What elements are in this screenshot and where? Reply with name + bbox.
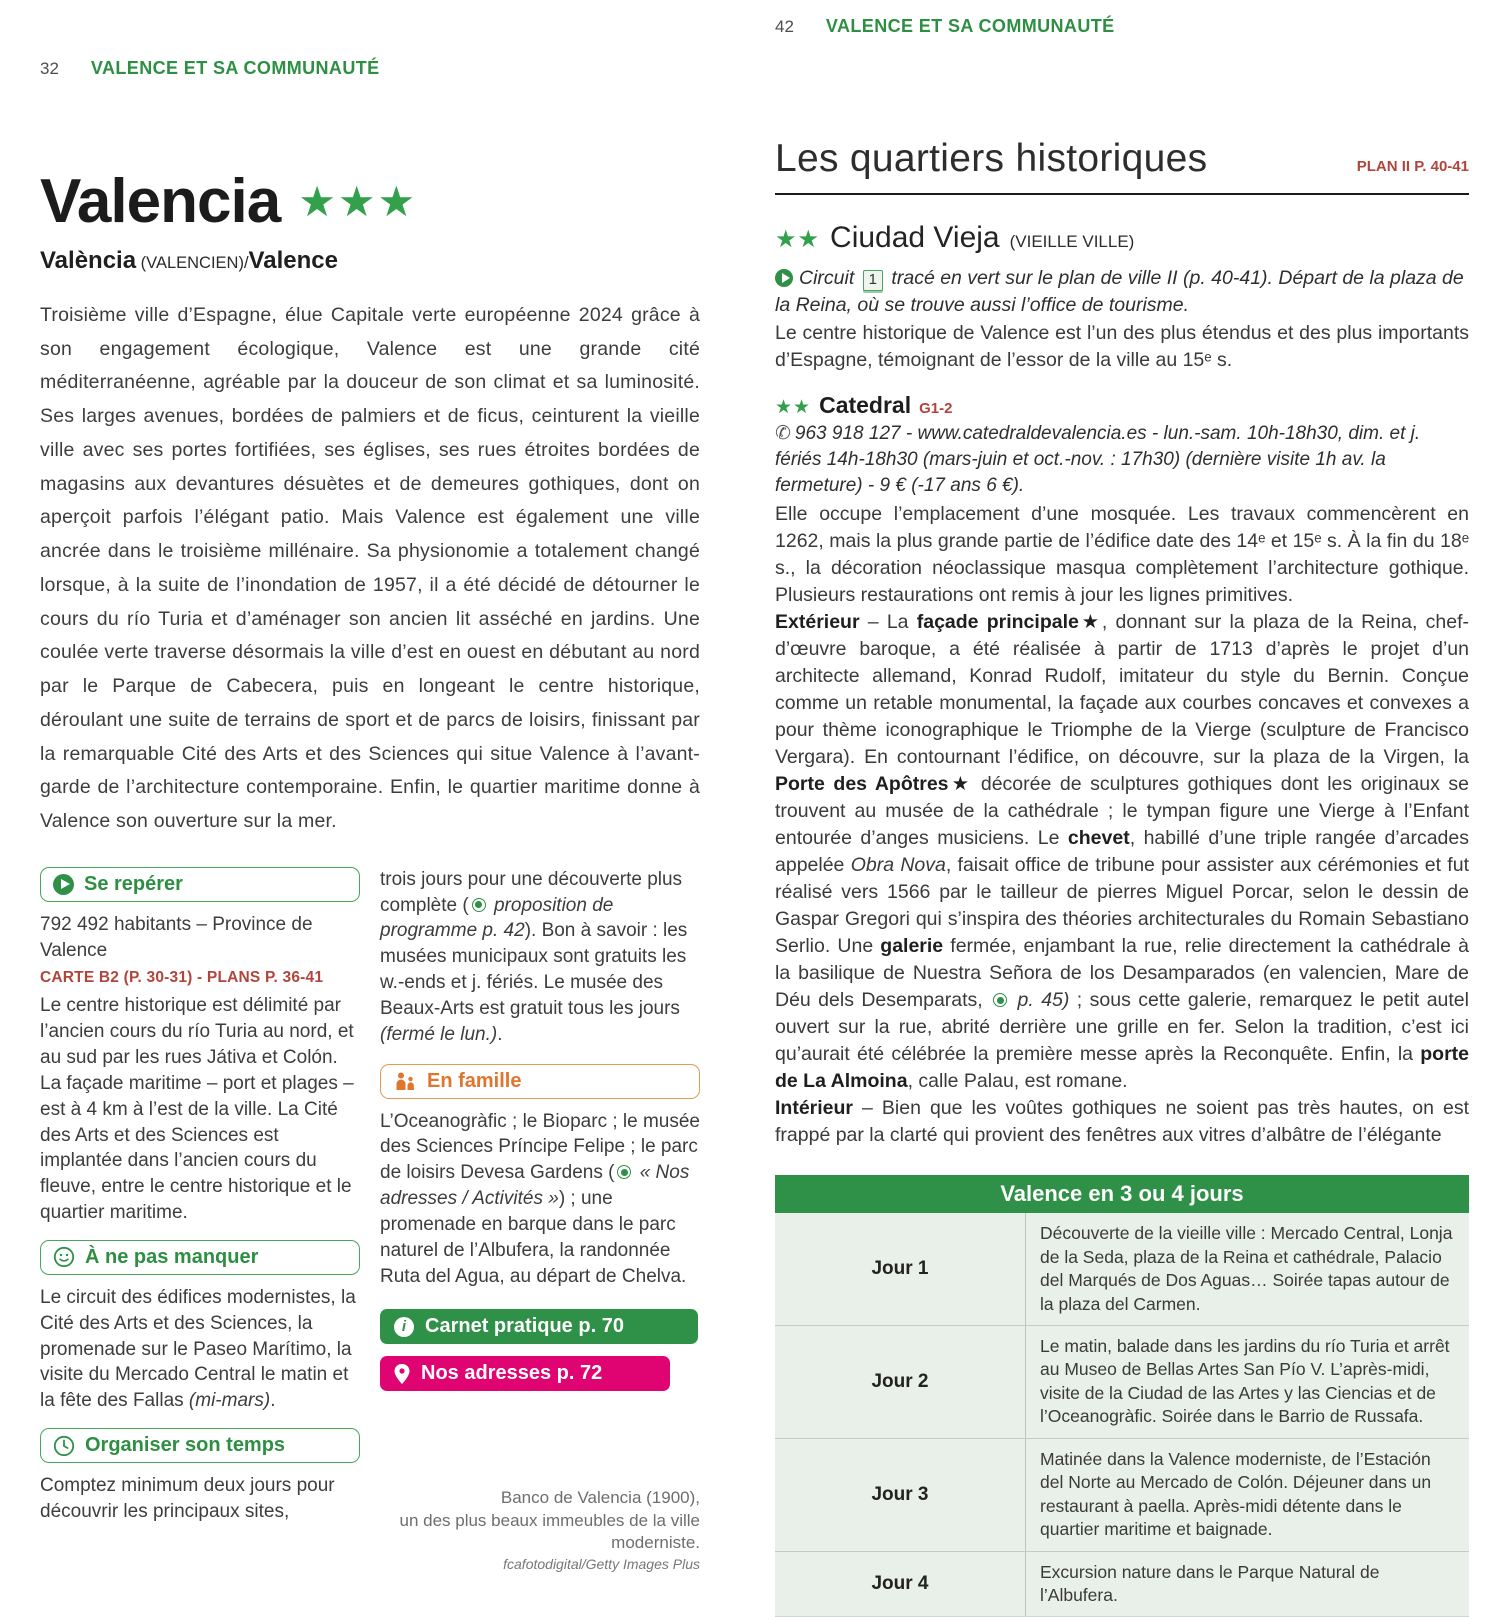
circuit-text: Circuit 1 tracé en vert sur le plan de ville II (p. 40-41). Départ de la plaza de la Reina, où se trouve aussi l’office de tourisme. — [775, 267, 1464, 317]
en-famille-label: En famille — [427, 1069, 522, 1092]
catedral-body: Elle occupe l’emplacement d’une mosquée. Les travaux commencèrent en 1262, mais la plus grande partie de l’édifice date des 14ᵉ et 15ᵉ s. À la fin du 18ᵉ s., la décoration néoclassique masqua complètement l’architecture gothique. Plusieurs restaurations ont remis à jour les lignes primitives. — [775, 503, 1469, 607]
pin-icon — [394, 1364, 410, 1384]
page-number: 42 — [775, 17, 794, 36]
description-cell: Matinée dans la Valence moderniste, de l’Estación del Norte au Mercado de Colón. Déjeuner dans un restaurant à paella. Après-midi détente dans le quartier maritime et baignade. — [1040, 1448, 1432, 1540]
day-cell: Jour 3 — [775, 1439, 1026, 1551]
se-reperer-box — [40, 867, 360, 902]
subtitle-middle: (VALENCIEN)/ — [136, 254, 249, 272]
caption-line1: Banco de Valencia (1900), — [500, 1488, 700, 1508]
organiser-son-temps-box — [40, 1428, 360, 1463]
running-header-right — [775, 16, 1469, 37]
a-ne-pas-manquer-box — [40, 1240, 360, 1275]
title-stars: ★★★ — [298, 178, 418, 225]
carnet-pratique-button[interactable] — [380, 1309, 698, 1344]
en-famille-body: L’Oceanogràfic ; le Bioparc ; le musée des Sciences Príncipe Felipe ; le parc de loisirs Devesa Gardens ( « Nos adresses / Activités ») ; une promenade en barque dans le parc naturel de l’Albufera, la randonnée Ruta del Agua, au départ de Chelva. — [380, 1110, 701, 1287]
stars: ★★ — [775, 396, 812, 418]
page-left — [40, 0, 700, 1573]
ciudad-vieja-heading — [775, 221, 1469, 255]
smiley-icon — [53, 1246, 75, 1268]
family-icon — [393, 1071, 417, 1091]
section-header — [775, 137, 1469, 195]
subtitle-french: Valence — [248, 247, 338, 274]
intro-paragraph: Troisième ville d’Espagne, élue Capitale verte européenne 2024 grâce à son engagement écologique, Valence est une grande cité méditerranéenne, agréable par la douceur de son climat et sa luminosité. Ses larges avenues, bordées de palmiers et de ficus, ceinturent la vieille ville avec ses portes fortifiées, ses églises, ses rues étroites bordées de magasins aux devantures désuètes et de demeures gothiques, dont on aperçoit parfois l’élégant patio. Mais Valence est également une ville ancrée dans le troisième millénaire. Sa physionomie a totalement changé lorsque, à la suite de l’inondation de 1957, il a été décidé de détourner le cours du río Turia et d’aménager son ancien lit asséché en jardins. Une coulée verte traverse désormais la ville d’est en ouest en débutant au nord par le Parque de Cabecera, puis en longeant le centre historique, déroulant une suite de terrains de sport et de parcs de loisirs, finissant par la remarquable Cité des Arts et des Sciences qui situe Valence à l’avant-garde de l’architecture contemporaine. Enfin, le quartier maritime donne à Valence son ouverture sur la mer. — [40, 304, 700, 833]
page-number: 32 — [40, 59, 59, 78]
ciudad-vieja-body: Le centre historique de Valence est l’un des plus étendus et des plus importants d’Espagne, témoignant de l’essor de la ville au 15ᵉ s. — [775, 321, 1469, 371]
organiser-son-temps-label: Organiser son temps — [85, 1434, 286, 1456]
heading-name: Ciudad Vieja — [830, 221, 1000, 254]
heading-paren: (VIEILLE VILLE) — [1009, 232, 1135, 251]
itinerary-table — [775, 1175, 1469, 1617]
exterieur-paragraph: Extérieur – La façade principale★, donnant sur la plaza de la Reina, chef-d’œuvre baroque, a été réalisée à partir de 1713 d’après le projet d’un architecte allemand, Konrad Rudolf, imitateur du style du Bernin. Conçue comme un retable monumental, la façade aux courbes concaves et convexes a pour thème iconographique le Triomphe de la Vierge (sculpture de Francisco Vergara). En contournant l’édifice, on découvre, sur la plaza de la Virgen, la Porte des Apôtres★ décorée de sculptures gothiques dont les originaux se trouvent au musée de la cathédrale ; le tympan figure une Vierge à l’Enfant entourée d’anges musiciens. Le chevet, habillé d’une triple rangée d’arcades appelée Obra Nova, faisait office de tribune pour assister aux cérémonies et fut réalisé vers 1566 par le tailleur de pierres Miguel Porcar, selon le dessin de Gaspar Gregori qui s’inspira des théories architecturales du Romain Sebastiano Serlio. Une galerie fermée, enjambant la rue, relie directement la cathédrale à la basilique de Nuestra Señora de los Desamparados (en valencien, Mare de Déu dels Desemparats, p. 45) ; sous cette galerie, remarquez le petit autel ouvert sur la rue, abrité derrière une grille en fer. Selon la tradition, c’est ici qu’aurait été célébrée la première messe après la Reconquête. Enfin, la porte de La Almoina, calle Palau, est romane. — [775, 611, 1470, 1093]
plan-reference: PLAN II P. 40-41 — [1356, 158, 1469, 175]
section-title: Les quartiers historiques — [775, 137, 1208, 180]
nos-adresses-button[interactable] — [380, 1356, 670, 1391]
practical-info-text: 963 918 127 - www.catedraldevalencia.es - lun.-sam. 10h-18h30, dim. et j. fériés 14h-18h30 (mars-juin et oct.-nov. : 17h30) (dernière visite 1h av. la fermeture) - 9 € (-17 ans 6 €). — [775, 422, 1421, 497]
table-row — [775, 1551, 1469, 1617]
subtitle-valencian: València — [40, 247, 137, 274]
day-cell: Jour 1 — [775, 1213, 1026, 1325]
page-right — [775, 0, 1469, 1617]
cross-ref-icon — [617, 1165, 631, 1179]
grid-reference: G1-2 — [919, 399, 953, 417]
table-title: Valence en 3 ou 4 jours — [775, 1175, 1469, 1213]
map-reference: CARTE B2 (P. 30-31) - PLANS P. 36-41 — [40, 969, 324, 987]
se-reperer-body: Le centre historique est délimité par l’ancien cours du río Turia au nord, et au sud par les rues Játiva et Colón. La façade maritime – port et plages – est à 4 km à l’est de la ville. La Cité des Arts et des Sciences est implantée dans l’ancien cours du fleuve, entre le centre historique et le quartier maritime. — [40, 995, 354, 1224]
table-row — [775, 1325, 1469, 1438]
catedral-heading — [775, 392, 1469, 419]
caption-line2: un des plus beaux immeubles de la ville moderniste. — [399, 1510, 700, 1553]
description-cell: Excursion nature dans le Parque Natural de l’Albufera. — [1040, 1561, 1380, 1605]
running-header-left — [40, 58, 700, 79]
table-row — [775, 1213, 1469, 1325]
cross-ref-icon — [472, 898, 486, 912]
nos-adresses-label: Nos adresses p. 72 — [421, 1362, 603, 1385]
title-text: Valencia — [40, 167, 281, 236]
photo-caption — [380, 1487, 700, 1573]
day-cell: Jour 2 — [775, 1326, 1026, 1438]
play-icon — [775, 269, 793, 287]
info-icon: i — [394, 1317, 414, 1337]
carnet-pratique-label: Carnet pratique p. 70 — [425, 1315, 624, 1338]
population-text: 792 492 habitants – Province de Valence — [40, 913, 313, 961]
cross-ref-icon — [993, 993, 1007, 1007]
play-icon — [53, 874, 74, 895]
clock-icon — [53, 1435, 75, 1457]
circuit-note — [775, 265, 1469, 320]
page-title — [40, 167, 700, 236]
a-ne-pas-manquer-body: Le circuit des édifices modernistes, la Cité des Arts et des Sciences, la promenade sur le Paseo Marítimo, la visite du Mercado Central le matin et la fête des Fallas (mi-mars). — [40, 1286, 356, 1412]
practical-info — [775, 421, 1469, 500]
middle-column — [380, 867, 700, 1573]
description-cell: Le matin, balade dans les jardins du río Turia et arrêt au Museo de Bellas Artes San Pío V. L’après-midi, visite de la Ciudad de las Artes y las Ciencias et de l’Oceanogràfic. Soirée dans le Barrio de Russafa. — [1040, 1336, 1450, 1427]
en-famille-box — [380, 1064, 700, 1099]
running-title: VALENCE ET SA COMMUNAUTÉ — [90, 58, 380, 78]
left-column — [40, 867, 360, 1573]
se-reperer-label: Se repérer — [84, 872, 183, 895]
interieur-paragraph: Intérieur – Bien que les voûtes gothiques ne soient pas très hautes, on est frappé par la clarté qui provient des fenêtres aux vitres d’albâtre de l’élégante — [775, 1097, 1469, 1147]
table-row — [775, 1438, 1469, 1551]
stars: ★★ — [775, 226, 821, 253]
description-cell: Découverte de la vieille ville : Mercado Central, Lonja de la Seda, plaza de la Reina et cathédrale, Palacio del Marqués de Dos Aguas… Soirée tapas autour de la plaza del Carmen. — [1040, 1223, 1453, 1314]
day-cell: Jour 4 — [775, 1552, 1026, 1617]
subtitle — [40, 247, 700, 275]
organiser-son-temps-body: Comptez minimum deux jours pour découvrir les principaux sites, — [40, 1475, 335, 1522]
caption-credit: fcafotodigital/Getty Images Plus — [503, 1555, 700, 1572]
running-title: VALENCE ET SA COMMUNAUTÉ — [825, 16, 1115, 36]
a-ne-pas-manquer-label: À ne pas manquer — [85, 1245, 259, 1268]
heading-name: Catedral — [819, 391, 912, 418]
phone-icon: ✆ — [775, 422, 791, 444]
continuation-text: trois jours pour une découverte plus complète ( proposition de programme p. 42). Bon à savoir : les musées municipaux sont gratuits les w.-ends et j. fériés. Le musée des Beaux-Arts est gratuit tous les jours (fermé le lun.). — [380, 868, 688, 1045]
